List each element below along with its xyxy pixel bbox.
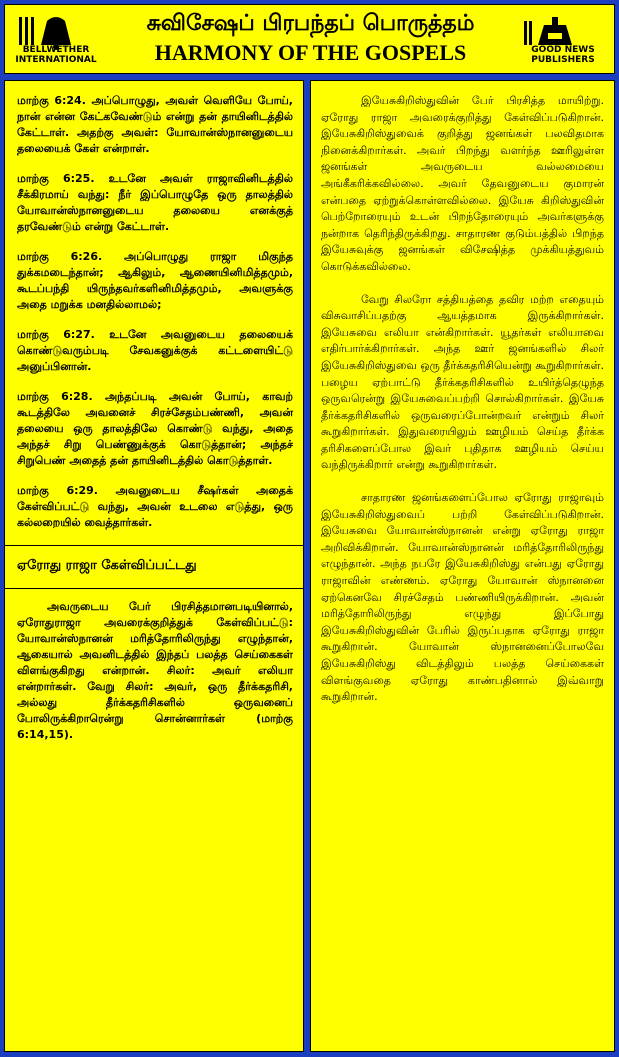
commentary-paragraph-1: இயேசுகிறிஸ்துவின் பேர் பிரசித்த மாயிற்று. ஏரோது ராஜா அவரைக்குறித்து கேள்விப்படுகிறான். இயேசுகிறிஸ்துவைக் குறித்து ஜனங்கள் பலவிதமாக நினைக்கிறார்கள். அவர் பிறந்து வளர்ந்த ஊரிலுள்ள ஜனங்கள் அவருடைய வல்லமையை அங்கீகரிக்கவில்லை. அவர் தேவனுடைய குமாரன் என்பதை ஏற்றுக்கொள்ளவில்லை. இயேசு கிறிஸ்துவின் பெற்றோரையும் உடன் பிறந்தோரையும் அவர்களுக்கு நன்றாக தெரிந்திருக்கிறது. சாதாரண குடும்பத்தில் பிறந்த இயேசுவுக்கு ஜனங்கள் விசேஷித்த முக்கியத்துவம் கொடுக்கவில்லை. [321, 94, 604, 273]
header-banner [4, 4, 615, 74]
title-english: HARMONY OF THE GOSPELS [154, 40, 467, 65]
right-column [310, 80, 615, 1052]
verse-6-26: மாற்கு 6:26. அப்பொழுது ராஜா மிகுந்த துக்கமடைந்தான்; ஆகிலும், ஆணையினிமித்தமும், கூடப்பந்தி யிருந்தவர்களினிமித்தமும், அவளுக்கு அதை மறுக்க மனதில்லாமல்; [17, 250, 293, 311]
verse-6-27: மாற்கு 6:27. உடனே அவனுடைய தலையைக் கொண்டுவரும்படி சேவகனுக்குக் கட்டளையிட்டு அனுப்பினான். [17, 328, 293, 373]
section-divider [5, 545, 303, 546]
verse-6-25: மாற்கு 6:25. உடனே அவள் ராஜாவினிடத்தில் சீக்கிரமாய் வந்து: நீர் இப்பொழுதே ஒரு தாலத்தில் யோவான்ஸ்நானனுடைய தலையை எனக்குத் தரவேண்டும் என்று கேட்டாள். [17, 172, 293, 233]
commentary-paragraph-3: சாதாரண ஜனங்களைப்போல ஏரோது ராஜாவும் இயேசுகிறிஸ்துவைப் பற்றி கேள்விப்படுகிறான். இயேசுவை யோவான்ஸ்நானன் என்று ஏரோது ராஜா அறிவிக்கிறான். யோவான்ஸ்நானன் மரித்தோரிலிருந்து எழுந்தான். அந்த நபரே இயேசுகிறிஸ்து என்பது ஏரோது ராஜாவின் எண்ணம். ஏரோது யோவான் ஸ்நானனை ஏற்கெனவே சிரச்சேதம் பண்ணியிருக்கிறான். அவன் மரித்தோரிலிருந்து எழுந்து இப்போது இயேசுகிறிஸ்துவின் பேரில் இருப்பதாக ஏரோது ராஜா கூறுகிறான். யோவான் ஸ்நானனைப்போலவே இயேசுகிறிஸ்து விடத்திலும் பலத்த செய்கைகள் விளங்குவதை ஏரோது காண்பதினால் இவ்வாறு கூறுகிறான். [321, 491, 604, 704]
logo-right-text: GOOD NEWS PUBLISHERS [531, 45, 595, 65]
verse-6-28: மாற்கு 6:28. அந்தப்படி அவன் போய், காவற் கூடத்திலே அவனைச் சிரச்சேதம்பண்ணி, அவன் தலையை ஒரு தாலத்திலே கொண்டு வந்து, அதை அந்தச் சிறு பெண்ணுக்குக் கொடுத்தான்; அந்தச் சிறுபெண் அதைத் தன் தாயினிடத்தில் கொடுத்தாள். [17, 390, 293, 467]
bellwether-logo [11, 11, 101, 71]
verse-6-24: மாற்கு 6:24. அப்பொழுது, அவள் வெளியே போய், நான் என்ன கேட்கவேண்டும் என்று தன் தாயினிடத்தில் கேட்டாள். அதற்கு அவள்: யோவான்ஸ்நானனுடைய தலையைக் கேள் என்றாள். [17, 94, 293, 155]
logo-left-text: BELLWETHER INTERNATIONAL [15, 45, 97, 65]
section-divider-bottom [5, 588, 303, 589]
section-heading: ஏரோது ராஜா கேள்விப்பட்டது [17, 558, 197, 573]
section-body: அவருடைய பேர் பிரசித்தமானபடியினால், ஏரோதுராஜா அவரைக்குறித்துக் கேள்விப்பட்டு: யோவான்ஸ்நானன் மரித்தோரிலிருந்து எழுந்தான், ஆகையால் அவனிடத்தில் இந்தப் பலத்த செய்கைகள் விளங்குகிறது என்றான். சிலர்: அவர் எலியா என்றார்கள். வேறு சிலர்: அவர், ஒரு தீர்க்கதரிசி, அல்லது தீர்க்கதரிசிகளில் ஒருவனைப் போலிருக்கிறாரென்று சொன்னார்கள் (மாற்கு 6:14,15). [17, 600, 293, 741]
good-news-logo [518, 11, 608, 71]
verse-6-29: மாற்கு 6:29. அவனுடைய சீஷர்கள் அதைக் கேள்விப்பட்டு வந்து, அவன் உடலை எடுத்து, ஒரு கல்லறையில் வைத்தார்கள். [17, 484, 293, 529]
commentary-paragraph-2: வேறு சிலரோ சத்தியத்தை தவிர மற்ற எதையும் விசுவாசிப்பதற்கு ஆயத்தமாக இருக்கிறார்கள். இயேசுவை எலியா என்கிறார்கள். யூதர்கள் எலியாவை எதிர்பார்க்கிறார்கள். அந்த ஊர் ஜனங்களில் சிலர் இயேசுகிறிஸ்துவை ஒரு தீர்க்கதரிசியென்று கூறுகிறார்கள். பழைய ஏற்பாட்டு தீர்க்கதரிசிகளில் உயிர்த்தெழுந்த ஒருவரென்று இயேசுவைப்பற்றி சொல்கிறார்கள். இயேசு தீர்க்கதரிசிகளில் ஒருவரைப்போன்றவர் என்றும் சிலர் கூறுகிறார்கள். இதுவரையிலும் ஊழியம் செய்த தீர்க்க தரிசிகளைப்போல இவர் புதிதாக ஊழியம் செய்ய வந்திருக்கிறார் என்று கூறுகிறார்கள். [321, 292, 605, 472]
title-block [113, 9, 508, 69]
left-column [4, 80, 304, 1052]
title-tamil: சுவிசேஷப் பிரபந்தப் பொருத்தம் [146, 11, 475, 36]
